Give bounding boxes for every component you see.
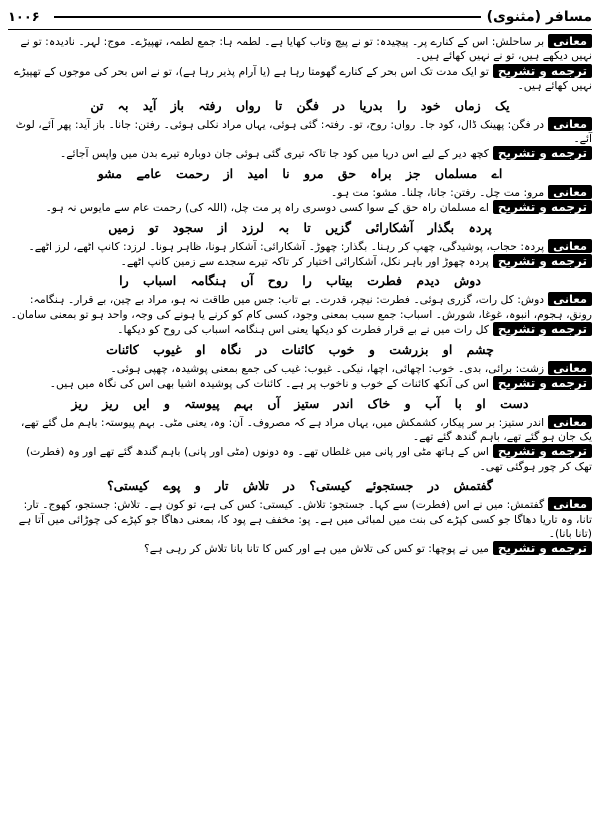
meaning-entry (8, 292, 592, 322)
verse-line: دوش دیدم فطرت بیتاب را روح آں ہنگامہ اسباب را (119, 273, 481, 289)
meaning-text: بر ساحلش: اس کے کنارے پر۔ پیچیدہ: تو نے پیچ وتاب کھایا ہے۔ لطمہ ہا: جمع لطمہ، تھپیڑے۔ موج: لہر۔ نادیدہ: تو نے نہیں دیکھے ہیں، تو نے نہیں کھائے ہیں۔ (20, 35, 592, 63)
meaning-label: معانی (548, 497, 592, 511)
translation-entry (8, 254, 592, 269)
translation-text: پردہ چھوڑ اور باہر نکل، آشکارائی اختیار کر تاکہ تیرے سجدے سے زمین کانپ اٹھے۔ (120, 255, 489, 269)
meaning-entry (8, 117, 592, 147)
verse-line: چشم او بزرشت و خوب کائنات در نگاہ او غیوب کائنات (106, 341, 494, 357)
translation-label: ترجمه و تشریح (493, 541, 592, 555)
translation-entry (8, 541, 592, 556)
translation-text: تو ایک مدت تک اس بحر کے کنارے گھومتا رہا ہے (یا آرام پذیر رہا ہے)، تو نے اس بحر کی موجوں کے تھپیڑے نہیں کھائے ہیں۔ (13, 64, 592, 93)
running-title: مسافر (مثنوی) (486, 9, 592, 25)
translation-text: اے مسلمان راہ حق کے سوا کسی دوسری راہ پر مت چل، (اللہ کی) رحمت عام سے مایوس نہ ہو۔ (45, 201, 489, 215)
verse-line: پردہ بگذار آشکارائی گزیں تا بہ لرزد از سجود تو زمیں (108, 219, 492, 235)
translation-label: ترجمه و تشریح (493, 200, 592, 214)
meaning-text: زشت: برائی، بدی۔ خوب: اچھائی، اچھا، نیکی۔ غیوب: غیب کی جمع بمعنی پوشیدہ، چھپی ہوئی۔ (110, 361, 545, 375)
meaning-text: در فگن: پھینک ڈال، کود جا۔ رواں: روح، تو۔ رفتہ: گئی ہوئی، یہاں مراد نکلی ہوئی۔ رفتن: جانا۔ باز آید: پھر آئے، لوٹ آئے۔ (15, 117, 592, 146)
translation-entry (8, 376, 592, 391)
translation-text: کچھ دیر کے لیے اس دریا میں کود جا تاکہ تیری گئی ہوئی جان دوبارہ تیرے بدن میں واپس آجائے۔ (59, 147, 489, 161)
header-rule (54, 16, 481, 18)
meaning-text: اندر ستیز: بر سر پیکار، کشمکش میں، یہاں مراد ہے کہ مصروف۔ آن: وہ، یعنی مٹی۔ بہم پیوستہ: باہم مل گئے تھے، یک جان ہو گئے تھے، باہم گندھ گئے تھے۔ (20, 415, 592, 443)
meaning-label: معانی (548, 34, 592, 48)
translation-text: میں نے پوچھا: تو کس کی تلاش میں ہے اور کس کا تانا بانا تلاش کر رہی ہے؟ (144, 542, 489, 556)
meaning-entry (8, 185, 592, 200)
meaning-entry (8, 34, 592, 64)
translation-label: ترجمه و تشریح (493, 322, 592, 336)
meaning-label: معانی (548, 292, 592, 306)
meaning-label: معانی (548, 239, 592, 253)
translation-entry (8, 64, 592, 94)
meaning-text: گفتمش: میں نے اس (فطرت) سے کہا۔ جستجو: تلاش۔ کیستی: کس کی ہے، تو کون ہے۔ تلاش: جستجو، کھوج۔ تار: تانا، وہ تاریا دھاگا جو کسی کپڑے کی بنت میں لمبائی میں ہے۔ پو: مخفف ہے پود کا، بمعنی دھاگا جو کپڑے کی چوڑائی میں آتا ہے (تانا بانا)۔ (18, 498, 592, 540)
translation-entry (8, 200, 592, 215)
header-underline (8, 29, 592, 30)
verse-line: دست او با آب و خاک اندر ستیز آں بہم پیوستہ و ایں ریز ریز (71, 395, 529, 411)
translation-entry (8, 444, 592, 474)
meaning-label: معانی (548, 185, 592, 199)
meaning-entry (8, 239, 592, 254)
meaning-entry (8, 361, 592, 376)
meaning-label: معانی (548, 361, 592, 375)
translation-label: ترجمه و تشریح (493, 376, 592, 390)
meaning-label: معانی (548, 117, 592, 131)
translation-entry (8, 146, 592, 161)
verse-line: گفتمش در جستجوئے کیستی؟ در تلاش تار و پوے کیستی؟ (107, 478, 493, 494)
translation-label: ترجمه و تشریح (493, 444, 592, 458)
page-body (8, 34, 592, 830)
verse-line: یک زماں خود را بدریا در فگن تا رواں رفتہ باز آید بہ تن (90, 97, 510, 113)
translation-entry (8, 322, 592, 337)
meaning-text: مرو: مت چل۔ رفتن: جانا، چلنا۔ مشو: مت ہو۔ (330, 185, 545, 199)
translation-text: اس کے ہاتھ مٹی اور پانی میں غلطاں تھے۔ وہ دونوں (مٹی اور پانی) باہم گندھ گئے تھے اور وہ (فطرت) تھک کر چور ہوگئی تھی۔ (25, 445, 592, 473)
page-header (8, 6, 592, 28)
translation-label: ترجمه و تشریح (493, 146, 592, 160)
meaning-entry (8, 415, 592, 445)
meaning-text: دوش: کل رات، گزری ہوئی۔ فطرت: نیچر، قدرت۔ بے تاب: جس میں طاقت نہ ہو، مراد بے چین، بے قرار۔ ہنگامہ: رونق، ہجوم، انبوہ، غوغا، شورش۔ اسباب: جمع سبب بمعنی وجود، کسی کام کو کرنے یا ہونے کی وجہ، واحد ہو تو بمعنی سامان۔ (10, 293, 592, 321)
translation-text: اس کی آنکھ کائنات کے خوب و ناخوب پر ہے۔ کائنات کی پوشیدہ اشیا بھی اس کی نگاہ میں ہیں۔ (49, 377, 489, 391)
page-number: ۱۰۰۶ (8, 9, 40, 25)
translation-label: ترجمه و تشریح (493, 64, 592, 78)
meaning-entry (8, 497, 592, 541)
meaning-text: پردہ: حجاب، پوشیدگی، چھپ کر رہنا۔ بگذار: چھوڑ۔ آشکارائی: آشکار ہونا، ظاہر ہونا۔ لرزد: کانپ اٹھے، لرز اٹھے۔ (28, 239, 545, 253)
translation-label: ترجمه و تشریح (493, 254, 592, 268)
translation-text: کل رات میں نے بے قرار فطرت کو دیکھا یعنی اس ہنگامہ اسباب کی روح کو دیکھا۔ (117, 323, 489, 337)
meaning-label: معانی (548, 415, 592, 429)
verse-line: اے مسلماں جز براہ حق مرو نا امید از رحمت عامے مشو (97, 165, 503, 181)
